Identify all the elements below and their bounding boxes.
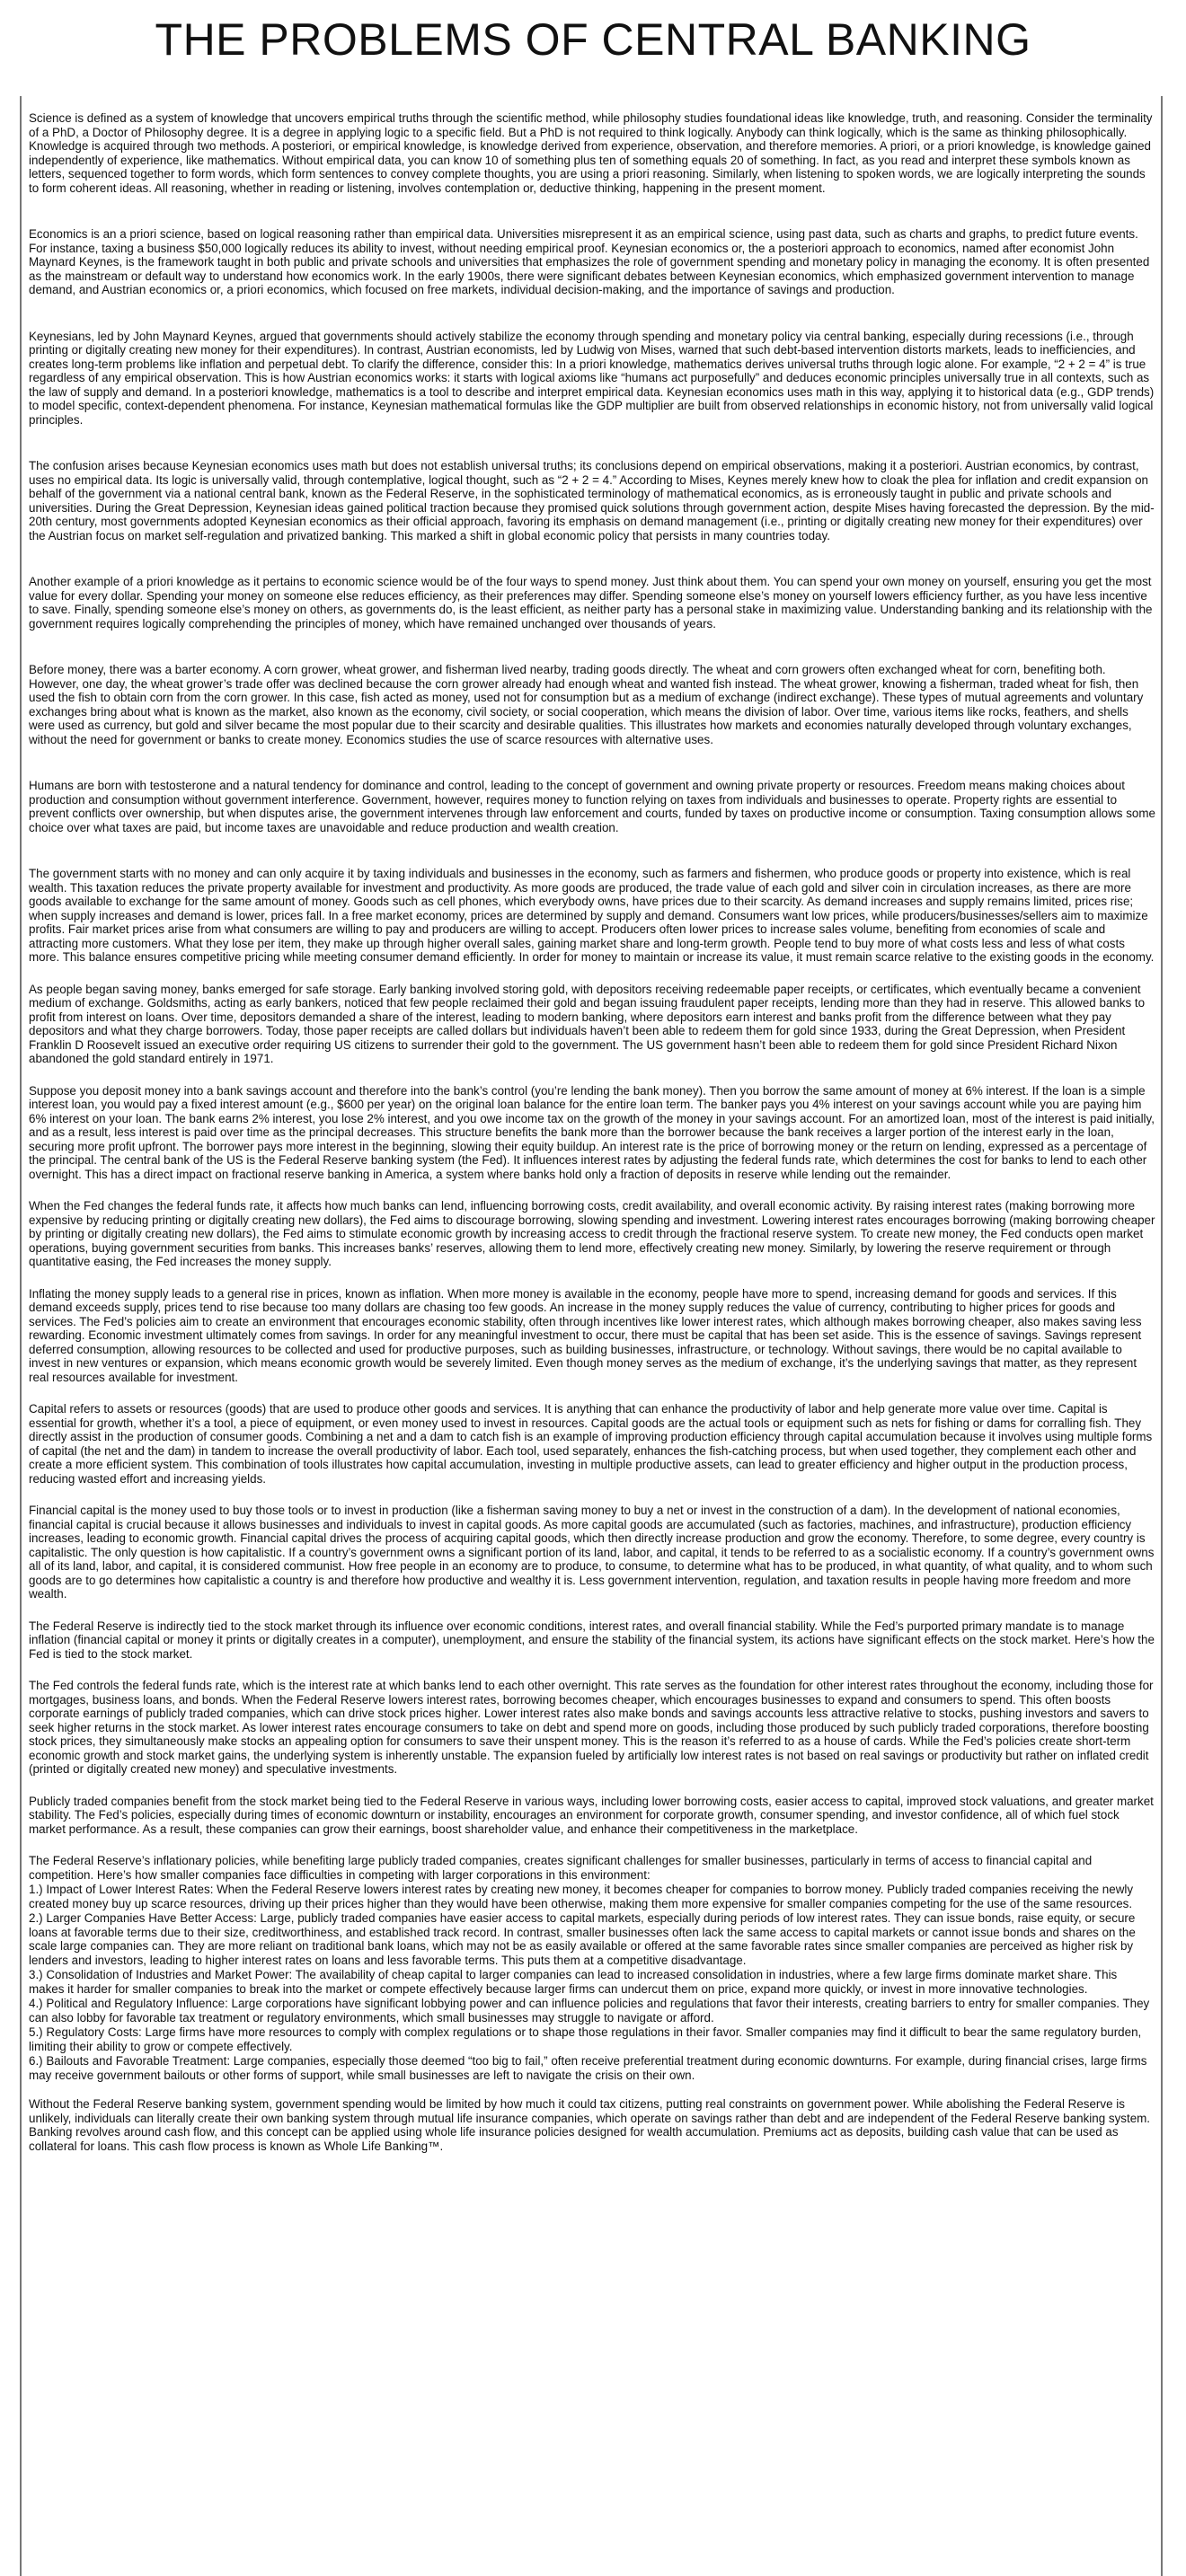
paragraph-gap (29, 1661, 1155, 1679)
list-item: 1.) Impact of Lower Interest Rates: When the Federal Reserve lowers interest rates by creating new money, it becomes cheaper for companies to borrow money. Publicly traded companies receiving the newly created money buy up scarce resources, driving up their prices higher than they would have been otherwise, making them more expensive for smaller companies competing for the use of the same resources. (29, 1883, 1134, 1910)
paragraph: Publicly traded companies benefit from the stock market being tied to the Federal Reserve in various ways, including lower borrowing costs, easier access to capital, improved stock valuations, and greater market stability. The Fed’s policies, especially during times of economic downturn or instability, encourages an environment for corporate growth, consumer spending, and investor confidence, all of which fuel stock market performance. As a result, these companies can grow their earnings, boost shareholder value, and enhance their competitiveness in the marketplace. (29, 1794, 1154, 1836)
paragraph: The government starts with no money and can only acquire it by taxing individuals and businesses in the economy, such as farmers and fishermen, who produce goods or property into existence, which is real wealth. This taxation reduces the private property available for investment and productivity. As more goods are produced, the trade value of each gold and silver coin in circulation increases, as there are more goods available to exchange for the same amount of money. Goods such as cell phones, which everybody owns, have prices due to their scarcity. As demand increases and supply remains limited, prices rise; when supply increases and demand is lower, prices fall. In a free market economy, prices are determined by supply and demand. Consumers want low prices, while producers/businesses/sellers aim to maximize profits. Fair market prices arise from what consumers are willing to pay and producers are willing to accept. Producers often lower prices to increase sales volume, benefiting from economies of scale and attracting more customers. What they lose per item, they make up through higher overall sales, gaining market share and long-term growth. People tend to buy more of what costs less and less of what costs more. This balance ensures competitive pricing while meeting consumer demand efficiently. In order for money to maintain or increase its value, it must remain scarce relative to the existing goods in the economy. (29, 867, 1155, 964)
paragraph-gap (29, 1269, 1155, 1287)
paragraph: The confusion arises because Keynesian economics uses math but does not establish universal truths; its conclusions depend on empirical observations, making it a posteriori. Austrian economics, by contrast, uses no empirical data. Its logic is universally valid, through contemplative, logical thought, such as “2 + 2 = 4.” According to Mises, Keynes merely knew how to cloak the plea for inflation and credit expansion on behalf of the government via a national central bank, known as the Federal Reserve, in the sophisticated terminology of mathematical economics, as is erroneously taught in public and private schools and universities. During the Great Depression, Keynesian ideas gained political traction because they promised quick solutions through government action, despite Mises having forecasted the depression. By the mid-20th century, most governments adopted Keynesian economics as their official approach, favoring its emphasis on demand management (i.e., printing or digitally creating new money for their expenditures) over the Austrian focus on market self-regulation and privatized banking. This marked a shift in global economic policy that persists in many countries today. (29, 459, 1155, 543)
paragraph-gap (29, 1486, 1155, 1504)
paragraph: The Federal Reserve’s inflationary policies, while benefiting large publicly traded companies, creates significant challenges for smaller businesses, particularly in terms of access to financial capital and competition. Here’s how smaller companies face difficulties in competing with larger corporations in this environment: (29, 1854, 1093, 1882)
paragraph-gap (29, 965, 1155, 983)
paragraph-gap (29, 1181, 1155, 1199)
paragraph-gap (29, 1384, 1155, 1402)
paragraph-gap (29, 1066, 1155, 1084)
paragraph-gap (29, 834, 1155, 867)
paragraph: As people began saving money, banks emerged for safe storage. Early banking involved storing gold, with depositors receiving redeemable paper receipts, or certificates, which eventually became a convenient medium of exchange. Goldsmiths, acting as early bankers, noticed that few people reclaimed their gold and began issuing fraudulent paper receipts, lending more than they had in reserve. This allowed banks to profit from interest on loans. Over time, depositors demanded a share of the interest, leading to modern banking, where depositors earn interest and banks profit from the difference between what they pay depositors and what they charge borrowers. Today, those paper receipts are called dollars but individuals haven’t been able to redeem them for gold since 1933, during the Great Depression, when President Franklin D Roosevelt issued an executive order requiring US citizens to surrender their gold to the government. The US government hasn’t been able to redeem them for gold since President Richard Nixon abandoned the gold standard entirely in 1971. (29, 982, 1146, 1065)
paragraph-gap (29, 1836, 1155, 1854)
paragraph-gap (29, 631, 1155, 663)
paragraph-gap (29, 297, 1155, 330)
paragraph-gap (29, 543, 1155, 575)
paragraph: When the Fed changes the federal funds rate, it affects how much banks can lend, influencing borrowing costs, credit availability, and overall economic activity. By raising interest rates (making borrowing more expensive by reducing printing or digitally creating new dollars), the Fed aims to discourage borrowing, slowing spending and investment. Lowering interest rates encourages borrowing (making borrowing cheaper by printing or digitally creating new dollars), the Fed aims to stimulate economic growth by increasing access to credit through the fractional reserve system. To create new money, the Fed conducts open market operations, buying government securities from banks. This increases banks’ reserves, allowing them to lend more, effectively creating new money. Similarly, by lowering the reserve requirement or through quantitative easing, the Fed increases the money supply. (29, 1199, 1155, 1268)
paragraph: Before money, there was a barter economy. A corn grower, wheat grower, and fisherman lived nearby, trading goods directly. The wheat and corn growers often exchanged wheat for corn, benefiting both. However, one day, the wheat grower’s trade offer was declined because the corn grower already had enough wheat and wanted fish instead. The wheat grower, knowing a fisherman, traded wheat for fish, then used the fish to obtain corn from the corn grower. In this case, fish acted as money, used not for consumption but as a medium of exchange (indirect exchange). These types of mutual agreements and voluntary exchanges bring about what is known as the market, also known as the economy, civil society, or social cooperation, which means the division of labor. Over time, various items like rocks, feathers, and shells were used as currency, but gold and silver became the most popular due to their scarcity and desirable qualities. This illustrates how markets and economies naturally developed through voluntary exchanges, without the need for government or banks to create money. Economics studies the use of scarce resources with alternative uses. (29, 663, 1144, 746)
paragraph: Financial capital is the money used to buy those tools or to invest in production (like a fisherman saving money to buy a net or invest in the construction of a dam). In the development of national economies, financial capital is crucial because it allows businesses and individuals to invest in capital goods. As more capital goods are accumulated (such as factories, machines, and infrastructure), production efficiency increases, leading to economic growth. Financial capital drives the process of acquiring capital goods, which then directly increase production and grow the economy. Therefore, to some degree, every country is capitalistic. The only question is how capitalistic. If a country’s government owns a significant portion of its land, labor, and capital, it tends to be referred to as a socialistic economy. If a country’s government owns all of its land, labor, and capital, it is considered communist. How free people in an economy are to produce, to consume, to determine what has to be produced, in what quantity, of what quality, and to whom such goods are to go determines how capitalistic a country is and therefore how productive and wealthy it is. Less government intervention, regulation, and taxation results in people having more freedom and more wealth. (29, 1504, 1155, 1601)
document-body (29, 111, 1155, 2153)
paragraph: Another example of a priori knowledge as it pertains to economic science would be of the four ways to spend money. Just think about them. You can spend your own money on yourself, ensuring you get the most value for every dollar. Spending your money on someone else reduces efficiency, as their preferences may differ. Spending someone else’s money on yourself lowers efficiency further, as you have less incentive to save. Finally, spending someone else’s money on others, as governments do, is the least efficient, as neither party has a personal stake in maximizing value. Understanding banking and its relationship with the government requires logically comprehending the principles of money, which have remained unchanged over thousands of years. (29, 575, 1153, 631)
paragraph: The Fed controls the federal funds rate, which is the interest rate at which banks lend to each other overnight. This rate serves as the foundation for other interest rates throughout the economy, including those for mortgages, business loans, and bonds. When the Federal Reserve lowers interest rates, borrowing becomes cheaper, which encourages businesses to expand and consumers to spend. This often boosts corporate earnings of publicly traded companies, which can drive stock prices higher. Lower interest rates also make bonds and savings accounts less attractive relative to stocks, pushing investors and savers to seek higher returns in the stock market. As lower interest rates encourage consumers to take on debt and spend more on goods, including those produced by such publicly traded corporations, therefore boosting stock prices, they simultaneously make stocks an appealing option for consumers to save their unspent money. This is the reason it’s referred to as a house of cards. While the Fed’s policies create short-term economic growth and stock market gains, the underlying system is inherently unstable. The expansion fueled by artificially low interest rates is not based on real savings or productivity but rather on inflated credit (printed or digitally created new money) and speculative investments. (29, 1679, 1154, 1776)
paragraph: The Federal Reserve is indirectly tied to the stock market through its influence over economic conditions, interest rates, and overall financial stability. While the Fed’s purported primary mandate is to manage inflation (financial capital or money it prints or digitally creates in a computer), unemployment, and ensure the stability of the financial system, its actions have significant effects on the stock market. Here’s how the Fed is tied to the stock market. (29, 1619, 1155, 1661)
paragraph-gap (29, 746, 1155, 779)
paragraph-gap (29, 427, 1155, 459)
paragraph: Inflating the money supply leads to a general rise in prices, known as inflation. When more money is available in the economy, people have more to spend, increasing demand for goods and services. If this demand exceeds supply, prices tend to rise because too many dollars are chasing too few goods. An increase in the money supply reduces the value of currency, contributing to higher prices for goods and services. The Fed’s policies aim to create an environment that encourages economic stability, often through incentives like lower interest rates, which although makes borrowing cheaper, also makes saving less rewarding. Economic investment ultimately comes from savings. In order for any meaningful investment to occur, there must be capital that has been set aside. This is the essence of savings. Savings represent deferred consumption, allowing resources to be collected and used for productive purposes, such as building businesses, infrastructure, or technology. Without savings, there would be no capital available to invest in new ventures or expansion, which means economic growth would be severely limited. Even though money serves as the medium of exchange, it’s the underlying savings that matter, as they represent real resources available for investment. (29, 1286, 1142, 1384)
paragraph-gap (29, 195, 1155, 227)
paragraph: Keynesians, led by John Maynard Keynes, argued that governments should actively stabilize the economy through spending and monetary policy via central banking, especially during recessions (i.e., through printing or digitally creating new money for their expenditures). In contrast, Austrian economists, led by Ludwig von Mises, warned that such debt-based intervention distorts markets, leads to inefficiencies, and creates long-term problems like inflation and perpetual debt. To clarify the difference, consider this: In a priori knowledge, mathematics derives universal truths through logic alone. For example, “2 + 2 = 4” is true regardless of any empirical observation. This is how Austrian economics works: it starts with logical axioms like “humans act purposefully” and deduces economic principles universally true in all contexts, such as the law of supply and demand. In a posteriori knowledge, mathematics is a tool to describe and interpret empirical data. Keynesian economics uses math in this way, applying it to historical data (e.g., GDP trends) to model specific, context-dependent phenomena. For instance, Keynesian mathematical formulas like the GDP multiplier are built from observed relationships in economic history, not from universally valid logical principles. (29, 329, 1155, 427)
paragraph: Without the Federal Reserve banking system, government spending would be limited by how much it could tax citizens, putting real constraints on government power. While abolishing the Federal Reserve is unlikely, individuals can literally create their own banking system through mutual life insurance companies, which operate on savings rather than debt and are independent of the Federal Reserve banking system. Banking revolves around cash flow, and this concept can be applied using whole life insurance policies designed for wealth accumulation. Premiums act as deposits, building cash value that can be used as collateral for loans. This cash flow process is known as Whole Life Banking™. (29, 2097, 1151, 2153)
page-title: THE PROBLEMS OF CENTRAL BANKING (155, 14, 1031, 65)
paragraph: Capital refers to assets or resources (goods) that are used to produce other goods and services. It is anything that can enhance the productivity of labor and help generate more value over time. Capital is essential for growth, whether it’s a tool, a piece of equipment, or even money used to invest in resources. Capital goods are the actual tools or equipment such as nets for fishing or dams for corralling fish. They directly assist in the production of consumer goods. Combining a net and a dam to catch fish is an example of improving production efficiency through capital accumulation because it involves using multiple forms of capital (the net and the dam) in tandem to increase the overall productivity of labor. Each tool, used separately, enhances the fish-catching process, but when used together, they complement each other and create a more efficient system. This combination of tools illustrates how capital accumulation, investing in multiple productive assets, can lead to greater efficiency and higher output in the production process, reducing wasted effort and increasing yields. (29, 1402, 1153, 1486)
paragraph: Suppose you deposit money into a bank savings account and therefore into the bank’s control (you’re lending the bank money). Then you borrow the same amount of money at 6% interest. If the loan is a simple interest loan, you would pay a fixed interest amount (e.g., $600 per year) on the original loan balance for the entire loan term. The banker pays you 4% interest on your savings account while you are paying him 6% interest on your loan. The bank earns 2% interest, you lose 2% interest, and you owe income tax on the growth of the money in your savings account. For an amortized loan, most of the interest is paid initially, and as a result, less interest is paid over time as the principal decreases. This structure benefits the bank more than the borrower because the bank receives a larger portion of the interest early in the loan, securing more profit upfront. The borrower pays more interest in the beginning, slowing their equity buildup. An interest rate is the price of borrowing money or the return on lending, expressed as a percentage of the principal. The central bank of the US is the Federal Reserve banking system (the Fed). It influences interest rates by adjusting the federal funds rate, which determines the cost for banks to lend to each other overnight. This has a direct impact on fractional reserve banking in America, a system where banks hold only a fraction of deposits in reserve while lending out the remainder. (29, 1083, 1155, 1181)
paragraph: Humans are born with testosterone and a natural tendency for dominance and control, leading to the concept of government and owning private property or resources. Freedom means making choices about production and consumption without government interference. Government, however, requires money to function relying on taxes from individuals and businesses to operate. Property rights are essential to prevent conflicts over ownership, but when disputes arise, the government intervenes through law enforcement and courts, funded by taxes on productive income or consumption. Taxing consumption allows some choice over what taxes are paid, but income taxes are unavoidable and reduce production and wealth creation. (29, 779, 1155, 834)
paragraph: Economics is an a priori science, based on logical reasoning rather than empirical data. Universities misrepresent it as an empirical science, using past data, such as charts and graphs, to predict future events. For instance, taxing a business $50,000 logically reduces its ability to invest, without needing empirical proof. Keynesian economics or, the a posteriori approach to economics, named after economist John Maynard Keynes, is the framework taught in both public and private schools and universities that emphasizes the role of government spending and monetary policy in managing the economy. It is often presented as the mainstream or default way to understand how economics work. In the early 1900s, there were significant debates between Keynesian economics, which emphasized government intervention to manage demand, and Austrian economics or, a priori economics, which focused on free markets, individual decision-making, and the importance of savings and production. (29, 227, 1150, 296)
list-item: 2.) Larger Companies Have Better Access: Large, publicly traded companies have easier access to capital markets, especially during periods of low interest rates. They can issue bonds, raise equity, or secure loans at favorable terms due to their size, creditworthiness, and established track record. In contrast, smaller businesses often lack the same access to capital markets or cannot issue bonds and shares on the scale large companies can. They are more reliant on traditional bank loans, which may not be as easily available or offered at the same favorable rates since smaller companies are perceived as higher risk by lenders and investors, leading to higher interest rates on loans and less favorable terms. This puts them at a competitive disadvantage. (29, 1911, 1136, 1967)
list-item: 4.) Political and Regulatory Influence: Large corporations have significant lobbying power and can influence policies and regulations that favor their interests, creating barriers to entry for smaller companies. They can also lobby for favorable tax treatment or regulatory environments, which small businesses may struggle to navigate or afford. (29, 1997, 1150, 2025)
paragraph-gap (29, 1601, 1155, 1619)
list-item: 6.) Bailouts and Favorable Treatment: Large companies, especially those deemed “too big to fail,” often receive preferential treatment during economic downturns. For example, during financial crises, large firms may receive government bailouts or other forms of support, while small businesses are left to navigate the crisis on their own. (29, 2054, 1147, 2082)
list-item: 5.) Regulatory Costs: Large firms have more resources to comply with complex regulations or to shape those regulations in their favor. Smaller companies may find it difficult to bear the same regulatory burden, limiting their ability to grow or compete effectively. (29, 2025, 1142, 2053)
paragraph-gap (29, 2082, 1155, 2097)
paragraph-gap (29, 1777, 1155, 1795)
paragraph: Science is defined as a system of knowledge that uncovers empirical truths through the scientific method, while philosophy studies foundational ideas like knowledge, truth, and reasoning. Consider the terminality of a PhD, a Doctor of Philosophy degree. It is a degree in applying logic to a specific field. But a PhD is not required to think logically. Anybody can think logically, which is the same as thinking philosophically. Knowledge is acquired through two methods. A posteriori, or empirical knowledge, is knowledge derived from experience, observation, and therefore memories. A priori, or a priori knowledge, is knowledge gained independently of experience, like mathematics. Without empirical data, you can know 10 of something plus ten of something equals 20 of something. In fact, as you read and interpret these symbols known as letters, sequenced together to form words, which form sentences to convey complete thoughts, you are using a priori reasoning. Similarly, when listening to spoken words, we are logically interpreting the sounds to form coherent ideas. All reasoning, whether in reading or listening, involves contemplation or, deductive thinking, happening in the present moment. (29, 111, 1153, 195)
list-item: 3.) Consolidation of Industries and Market Power: The availability of cheap capital to larger companies can lead to increased consolidation in industries, where a few large firms dominate market share. This makes it harder for smaller companies to break into the market or compete effectively because larger firms can undercut them on price, expand more quickly, or invest in more innovative technologies. (29, 1968, 1118, 1996)
